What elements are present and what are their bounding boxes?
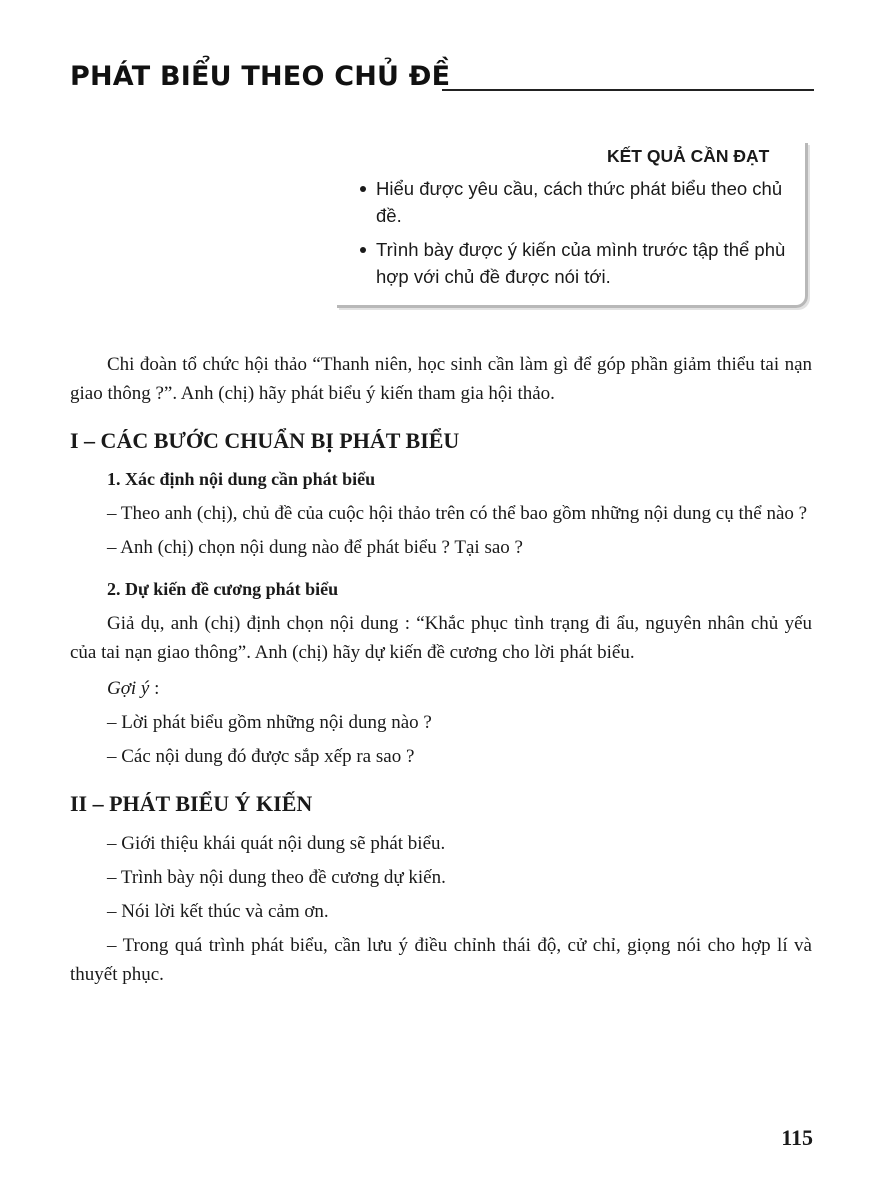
page-title: PHÁT BIỂU THEO CHỦ ĐỀ <box>70 61 451 92</box>
step-item: – Trong quá trình phát biểu, cần lưu ý điều chỉnh thái độ, cử chỉ, giọng nói cho hợp lí và thuyết phục. <box>70 935 812 985</box>
question-item: – Anh (chị) chọn nội dung nào để phát biểu ? Tại sao ? <box>107 537 523 558</box>
hint-item: – Lời phát biểu gồm những nội dung nào ? <box>107 712 432 733</box>
hint-label: Gợi ý <box>107 678 150 699</box>
bullet-icon <box>360 186 366 192</box>
intro-paragraph: Chi đoàn tổ chức hội thảo “Thanh niên, học sinh cần làm gì để góp phần giảm thiểu tai nạn giao thông ?”. Anh (chị) hãy phát biểu ý kiến tham gia hội thảo. <box>70 354 812 404</box>
outcome-text: Hiểu được yêu cầu, cách thức phát biểu theo chủ đề. <box>376 178 783 226</box>
title-rule <box>442 89 814 91</box>
subsection-2-heading: 2. Dự kiến đề cương phát biểu <box>107 579 339 599</box>
page-number: 115 <box>781 1125 813 1150</box>
step-item: – Nói lời kết thúc và cảm ơn. <box>107 901 329 922</box>
step-item: – Giới thiệu khái quát nội dung sẽ phát biểu. <box>107 833 446 854</box>
outcome-item <box>360 236 800 290</box>
question-item: – Theo anh (chị), chủ đề của cuộc hội thảo trên có thể bao gồm những nội dung cụ thể nào ? <box>107 503 808 524</box>
hint-item: – Các nội dung đó được sắp xếp ra sao ? <box>107 746 415 767</box>
hint-colon: : <box>149 678 160 699</box>
subsection-1-heading: 1. Xác định nội dung cần phát biểu <box>107 469 376 489</box>
step-item: – Trình bày nội dung theo đề cương dự kiến. <box>107 867 446 888</box>
section-1-heading: I – CÁC BƯỚC CHUẨN BỊ PHÁT BIỂU <box>70 428 460 453</box>
title-row <box>70 58 814 98</box>
outcome-text: Trình bày được ý kiến của mình trước tập thể phù hợp với chủ đề được nói tới. <box>376 239 786 287</box>
page-body <box>70 350 812 994</box>
hint-label-line <box>70 674 812 703</box>
outcome-item <box>360 175 800 229</box>
outline-paragraph: Giả dụ, anh (chị) định chọn nội dung : “Khắc phục tình trạng đi ẩu, nguyên nhân chủ yếu của tai nạn giao thông”. Anh (chị) hãy dự kiến đề cương cho lời phát biểu. <box>70 613 812 663</box>
learning-outcomes-list <box>360 175 800 297</box>
learning-outcomes-title: KẾT QUẢ CẦN ĐẠT <box>607 146 770 166</box>
section-2-heading: II – PHÁT BIỂU Ý KIẾN <box>70 791 313 816</box>
bullet-icon <box>360 247 366 253</box>
learning-outcomes-box <box>337 143 808 308</box>
